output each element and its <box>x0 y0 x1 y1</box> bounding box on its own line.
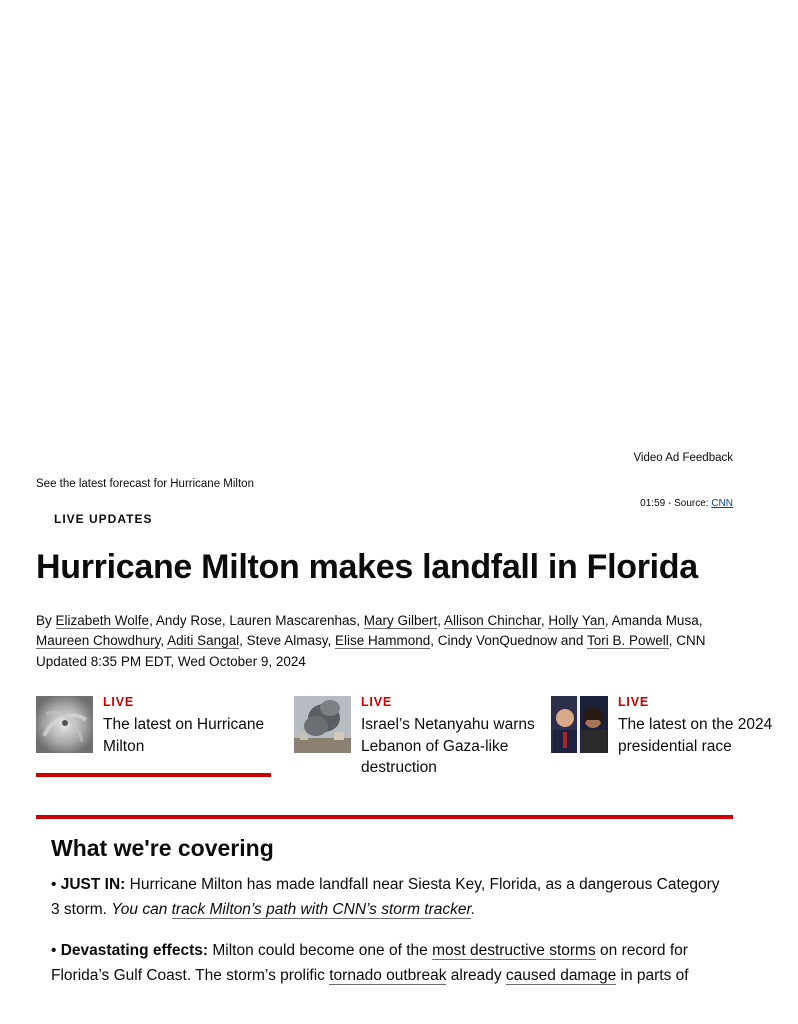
byline-separator: , <box>698 613 703 628</box>
live-tag: LIVE <box>103 695 134 709</box>
author-link[interactable]: Elizabeth Wolfe <box>55 613 150 628</box>
destructive-storms-link[interactable]: most destructive storms <box>432 942 596 959</box>
live-story-title[interactable]: The latest on Hurricane Milton <box>103 716 265 755</box>
live-story-card[interactable] <box>294 694 534 784</box>
video-duration-source: 01:59 - Source: <box>640 498 712 509</box>
live-stories-carousel <box>36 694 773 784</box>
byline-separator: , <box>149 613 156 628</box>
byline-separator: , <box>327 633 335 648</box>
bullet-text: Hurricane Milton has made landfall near Siesta Key, Florida, as a dangerous Category 3 storm. <box>51 876 720 918</box>
candidates-thumbnail <box>551 696 608 753</box>
author-name: Lauren Mascarenhas <box>229 613 357 628</box>
storm-tracker-link[interactable]: track Milton’s path with CNN’s storm tracker <box>171 901 472 918</box>
author-link[interactable]: Elise Hammond <box>334 633 431 648</box>
author-link[interactable]: Maureen Chowdhury <box>36 633 161 648</box>
covering-bullet: • JUST IN: Hurricane Milton has made landfall near Siesta Key, Florida, as a dangerous Category 3 storm. You can track Milton’s path with CNN’s storm tracker. <box>51 876 720 918</box>
byline-separator: , <box>430 633 438 648</box>
video-source-link[interactable]: CNN <box>711 498 733 509</box>
caused-damage-link[interactable]: caused damage <box>505 967 617 984</box>
page-title: Hurricane Milton makes landfall in Florida <box>36 548 698 586</box>
author-link[interactable]: Tori B. Powell <box>586 633 669 648</box>
section-divider <box>36 815 733 819</box>
byline-separator: , <box>356 613 364 628</box>
video-player[interactable] <box>0 0 768 440</box>
video-caption: See the latest forecast for Hurricane Milton <box>36 478 254 490</box>
bullet-text: on record for Florida’s Gulf Coast. The storm’s prolific <box>51 942 688 984</box>
live-tag: LIVE <box>361 695 392 709</box>
hurricane-satellite-thumbnail <box>36 696 93 753</box>
byline-separator: , <box>239 633 247 648</box>
section-label: LIVE UPDATES <box>54 512 153 526</box>
author-link[interactable]: Aditi Sangal <box>167 633 240 648</box>
byline <box>36 611 736 651</box>
live-story-title[interactable]: Israel’s Netanyahu warns Lebanon of Gaza-like destruction <box>361 716 535 776</box>
live-tag: LIVE <box>618 695 649 709</box>
byline-separator: , <box>604 613 612 628</box>
live-story-card[interactable] <box>36 694 276 784</box>
smoke-city-thumbnail <box>294 696 351 753</box>
bullet-lead: JUST IN: <box>60 876 126 893</box>
author-name: Amanda Musa <box>611 613 699 628</box>
bullet-text: already <box>446 967 506 984</box>
covering-bullet: • Devastating effects: Milton could become one of the most destructive storms on record for Florida’s Gulf Coast. The storm’s prolific tornado outbreak already caused damage in parts of <box>51 942 689 984</box>
active-story-indicator <box>36 773 271 777</box>
bullet-lead: Devastating effects: <box>60 942 209 959</box>
author-link[interactable]: Holly Yan <box>548 613 605 628</box>
byline-separator: , <box>160 633 168 648</box>
bullet-italic-text: You can <box>111 901 172 918</box>
live-story-card[interactable] <box>551 694 791 784</box>
author-name: Andy Rose <box>155 613 222 628</box>
byline-separator: , <box>540 613 549 628</box>
author-name: Steve Almasy <box>246 633 328 648</box>
live-story-title[interactable]: The latest on the 2024 presidential race <box>618 716 773 755</box>
video-source <box>640 498 733 509</box>
tornado-outbreak-link[interactable]: tornado outbreak <box>329 967 447 984</box>
byline-suffix: , CNN <box>668 633 706 648</box>
author-link[interactable]: Mary Gilbert <box>363 613 438 628</box>
bullet-text: in parts of <box>616 967 689 984</box>
author-name: Cindy VonQuednow <box>437 633 558 648</box>
author-link[interactable]: Allison Chinchar <box>444 613 541 628</box>
byline-separator: , <box>221 613 230 628</box>
bullet-text: Milton could become one of the <box>208 942 433 959</box>
byline-separator: , <box>437 613 445 628</box>
byline-separator: and <box>557 633 587 648</box>
byline-prefix: By <box>36 613 56 628</box>
updated-timestamp: Updated 8:35 PM EDT, Wed October 9, 2024 <box>36 654 306 669</box>
video-ad-feedback-link[interactable]: Video Ad Feedback <box>633 452 733 464</box>
covering-heading: What we're covering <box>51 835 274 861</box>
bullet-italic-text: . <box>471 901 476 918</box>
